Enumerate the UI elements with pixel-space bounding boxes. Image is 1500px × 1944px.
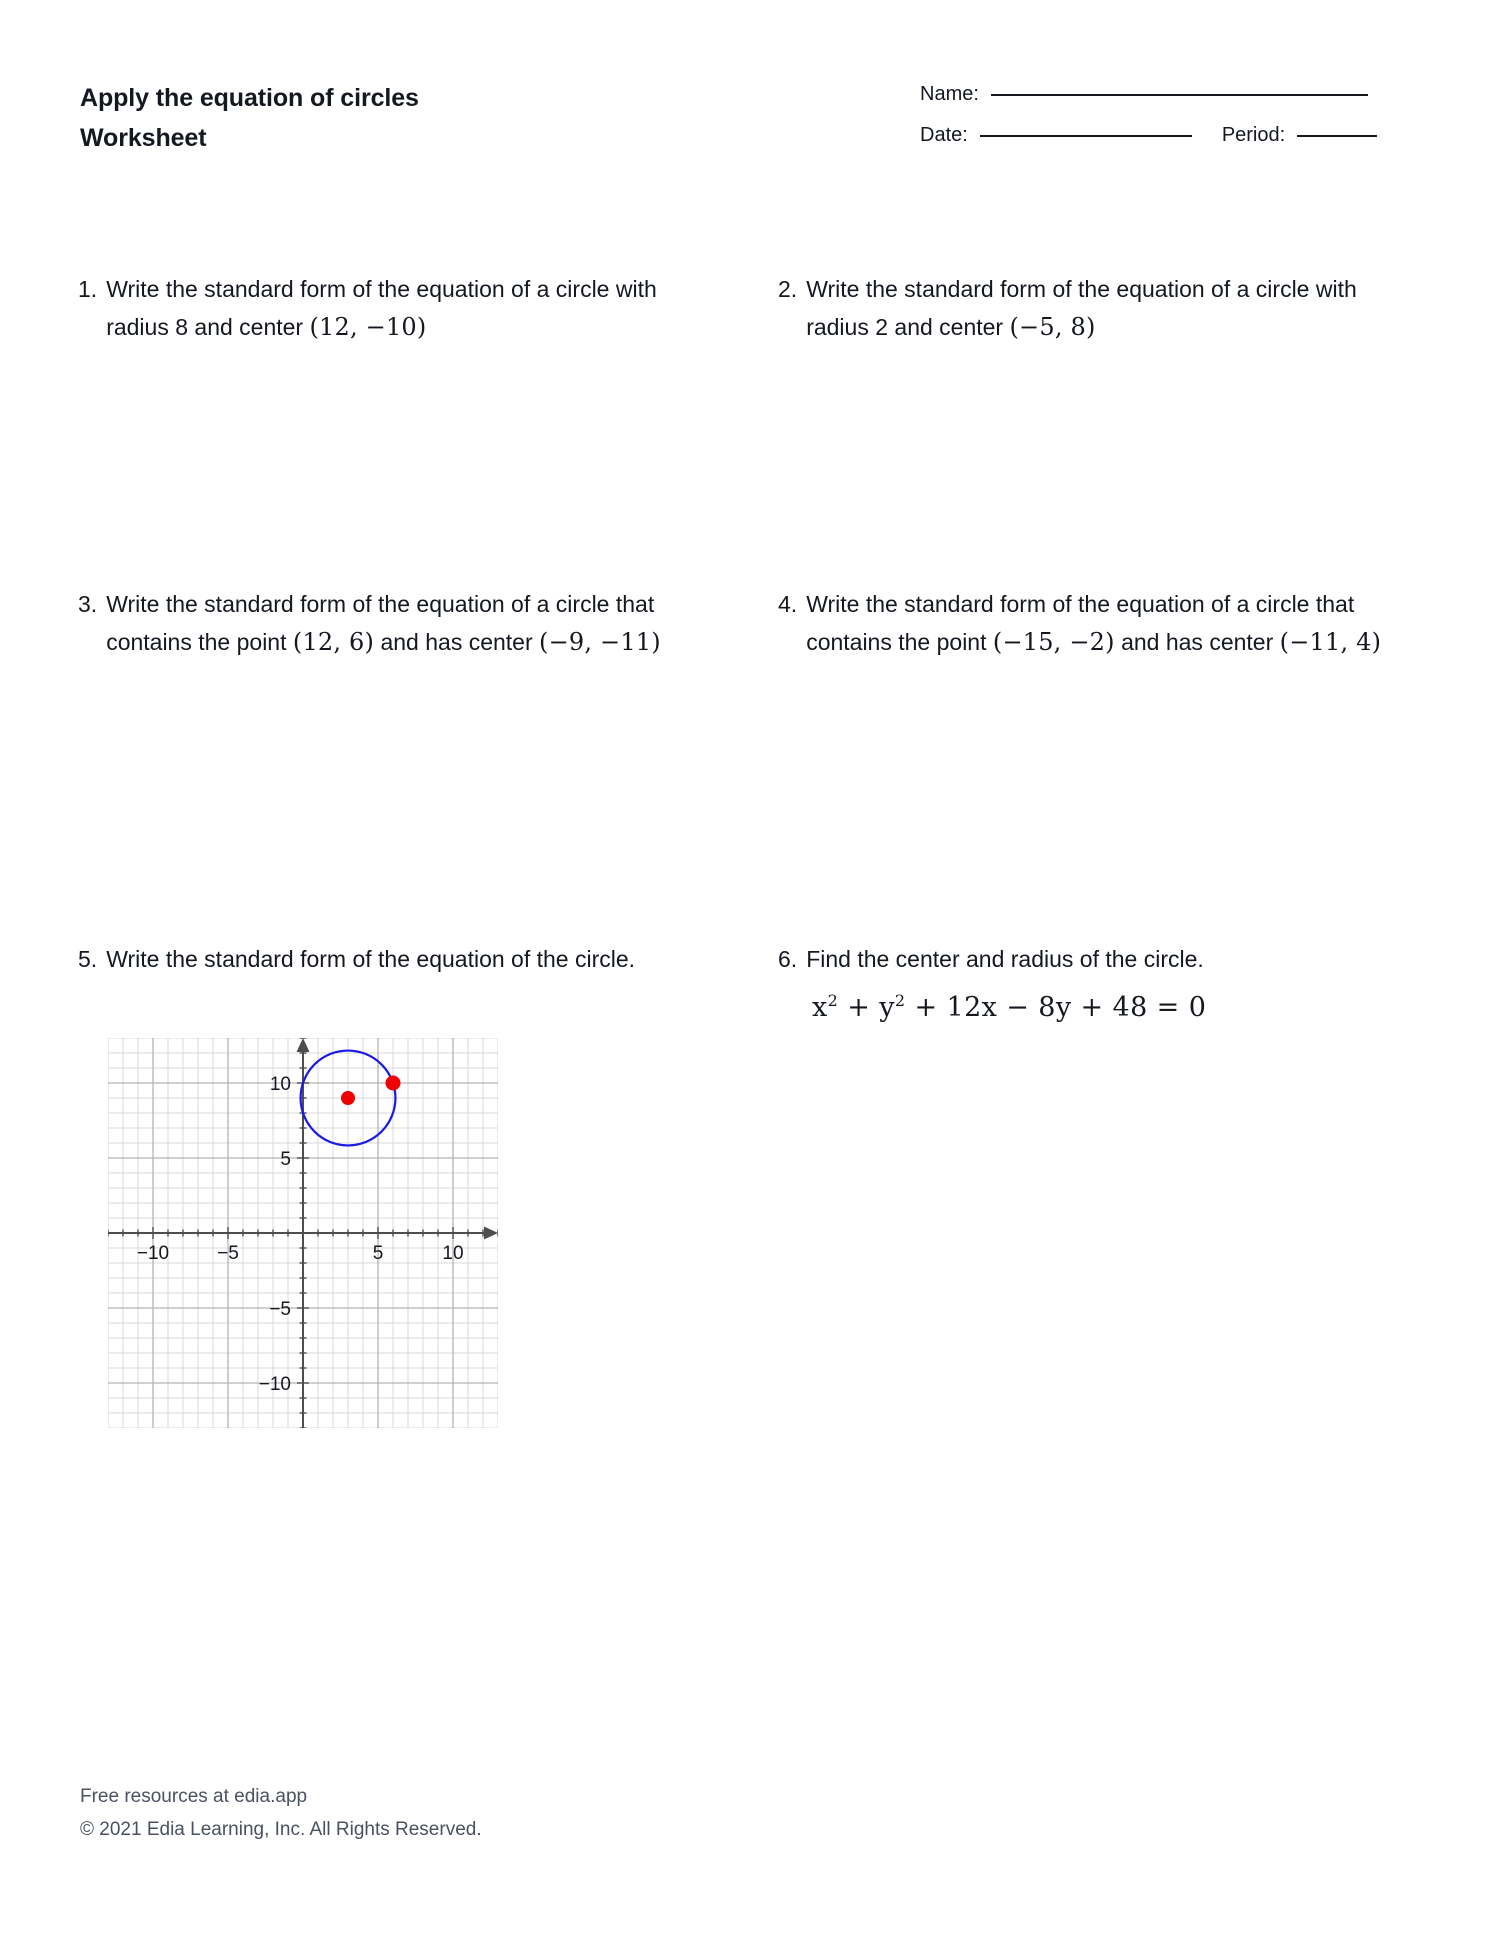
equation-constant: 48 (1112, 992, 1148, 1023)
coordinate-plane-svg (108, 1038, 498, 1428)
problem-4-number: 4. (778, 591, 798, 617)
equation-minus: − (1006, 992, 1030, 1023)
problem-4 (778, 585, 1418, 661)
problem-2 (778, 270, 1418, 346)
problem-1-center-coords: (12, −10) (309, 313, 427, 341)
equation-y-term: $y^2$ (879, 991, 906, 1023)
problem-2-number: 2. (778, 276, 798, 302)
plotted-point-center (341, 1091, 355, 1105)
problem-3-prompt: Write the standard form of the equation of a circle that contains the point (106, 591, 655, 655)
problem-4-prompt: Write the standard form of the equation of a circle that contains the point (806, 591, 1355, 655)
period-label: Period: (1221, 124, 1286, 146)
equation-rhs: 0 (1188, 992, 1207, 1023)
equation-12x-term: 12x (946, 992, 998, 1023)
problem-3-point-coords: (12, 6) (292, 628, 375, 656)
problem-1-prompt: Write the standard form of the equation of a circle with radius 8 and center (106, 276, 657, 340)
problem-3-center-coords: (−9, −11) (539, 628, 661, 656)
problem-2-text (806, 270, 1418, 346)
page-subtitle: Worksheet (80, 124, 207, 152)
problem-6-number: 6. (778, 946, 798, 972)
x-tick-label: 10 (442, 1243, 464, 1264)
equation-8y-term: 8y (1038, 992, 1072, 1023)
equation-equals: = (1156, 992, 1180, 1023)
problem-4-point-coords: (−15, −2) (992, 628, 1115, 656)
problem-1-number: 1. (78, 276, 98, 302)
problem-6-equation (812, 992, 1418, 1023)
equation-x-term: $x^2$ (812, 991, 839, 1023)
problem-6-prompt: Find the center and radius of the circle. (806, 946, 1204, 972)
problem-3-text (106, 585, 718, 661)
x-tick-label: −5 (217, 1243, 239, 1264)
problem-3 (78, 585, 718, 661)
x-tick-label: 5 (372, 1243, 384, 1264)
y-tick-label: 10 (269, 1074, 291, 1095)
equation-plus-3: + (1080, 992, 1104, 1023)
problem-1-text (106, 270, 718, 346)
problem-5 (78, 940, 718, 978)
problem-2-center-coords: (−5, 8) (1009, 313, 1096, 341)
footer-resources-line: Free resources at edia.app (80, 1786, 308, 1807)
y-tick-label: 5 (280, 1149, 291, 1170)
date-label: Date: (920, 124, 968, 146)
problem-1 (78, 270, 718, 346)
problem-3-prompt-mid: and has center (374, 629, 540, 655)
name-label: Name: (920, 83, 979, 105)
problem-3-number: 3. (78, 591, 98, 617)
footer-copyright-line: © 2021 Edia Learning, Inc. All Rights Reserved. (80, 1819, 482, 1840)
problem-6 (778, 940, 1418, 1023)
equation-plus-1: + (847, 992, 871, 1023)
plotted-point-on-circle (386, 1076, 401, 1091)
problem-4-prompt-mid: and has center (1114, 629, 1280, 655)
y-tick-label: −10 (258, 1374, 291, 1395)
page-title: Apply the equation of circles (80, 84, 419, 112)
problem-2-prompt: Write the standard form of the equation of a circle with radius 2 and center (806, 276, 1357, 340)
equation-plus-2: + (914, 992, 938, 1023)
x-tick-label: −10 (136, 1243, 170, 1264)
problem-5-number: 5. (78, 946, 98, 972)
y-tick-label: −5 (269, 1299, 291, 1320)
problem-5-coordinate-graph (108, 1038, 498, 1428)
page-footer (80, 1780, 980, 1846)
problem-5-prompt: Write the standard form of the equation of the circle. (106, 946, 636, 972)
problem-4-text (806, 585, 1418, 661)
problem-4-center-coords: (−11, 4) (1279, 628, 1382, 656)
